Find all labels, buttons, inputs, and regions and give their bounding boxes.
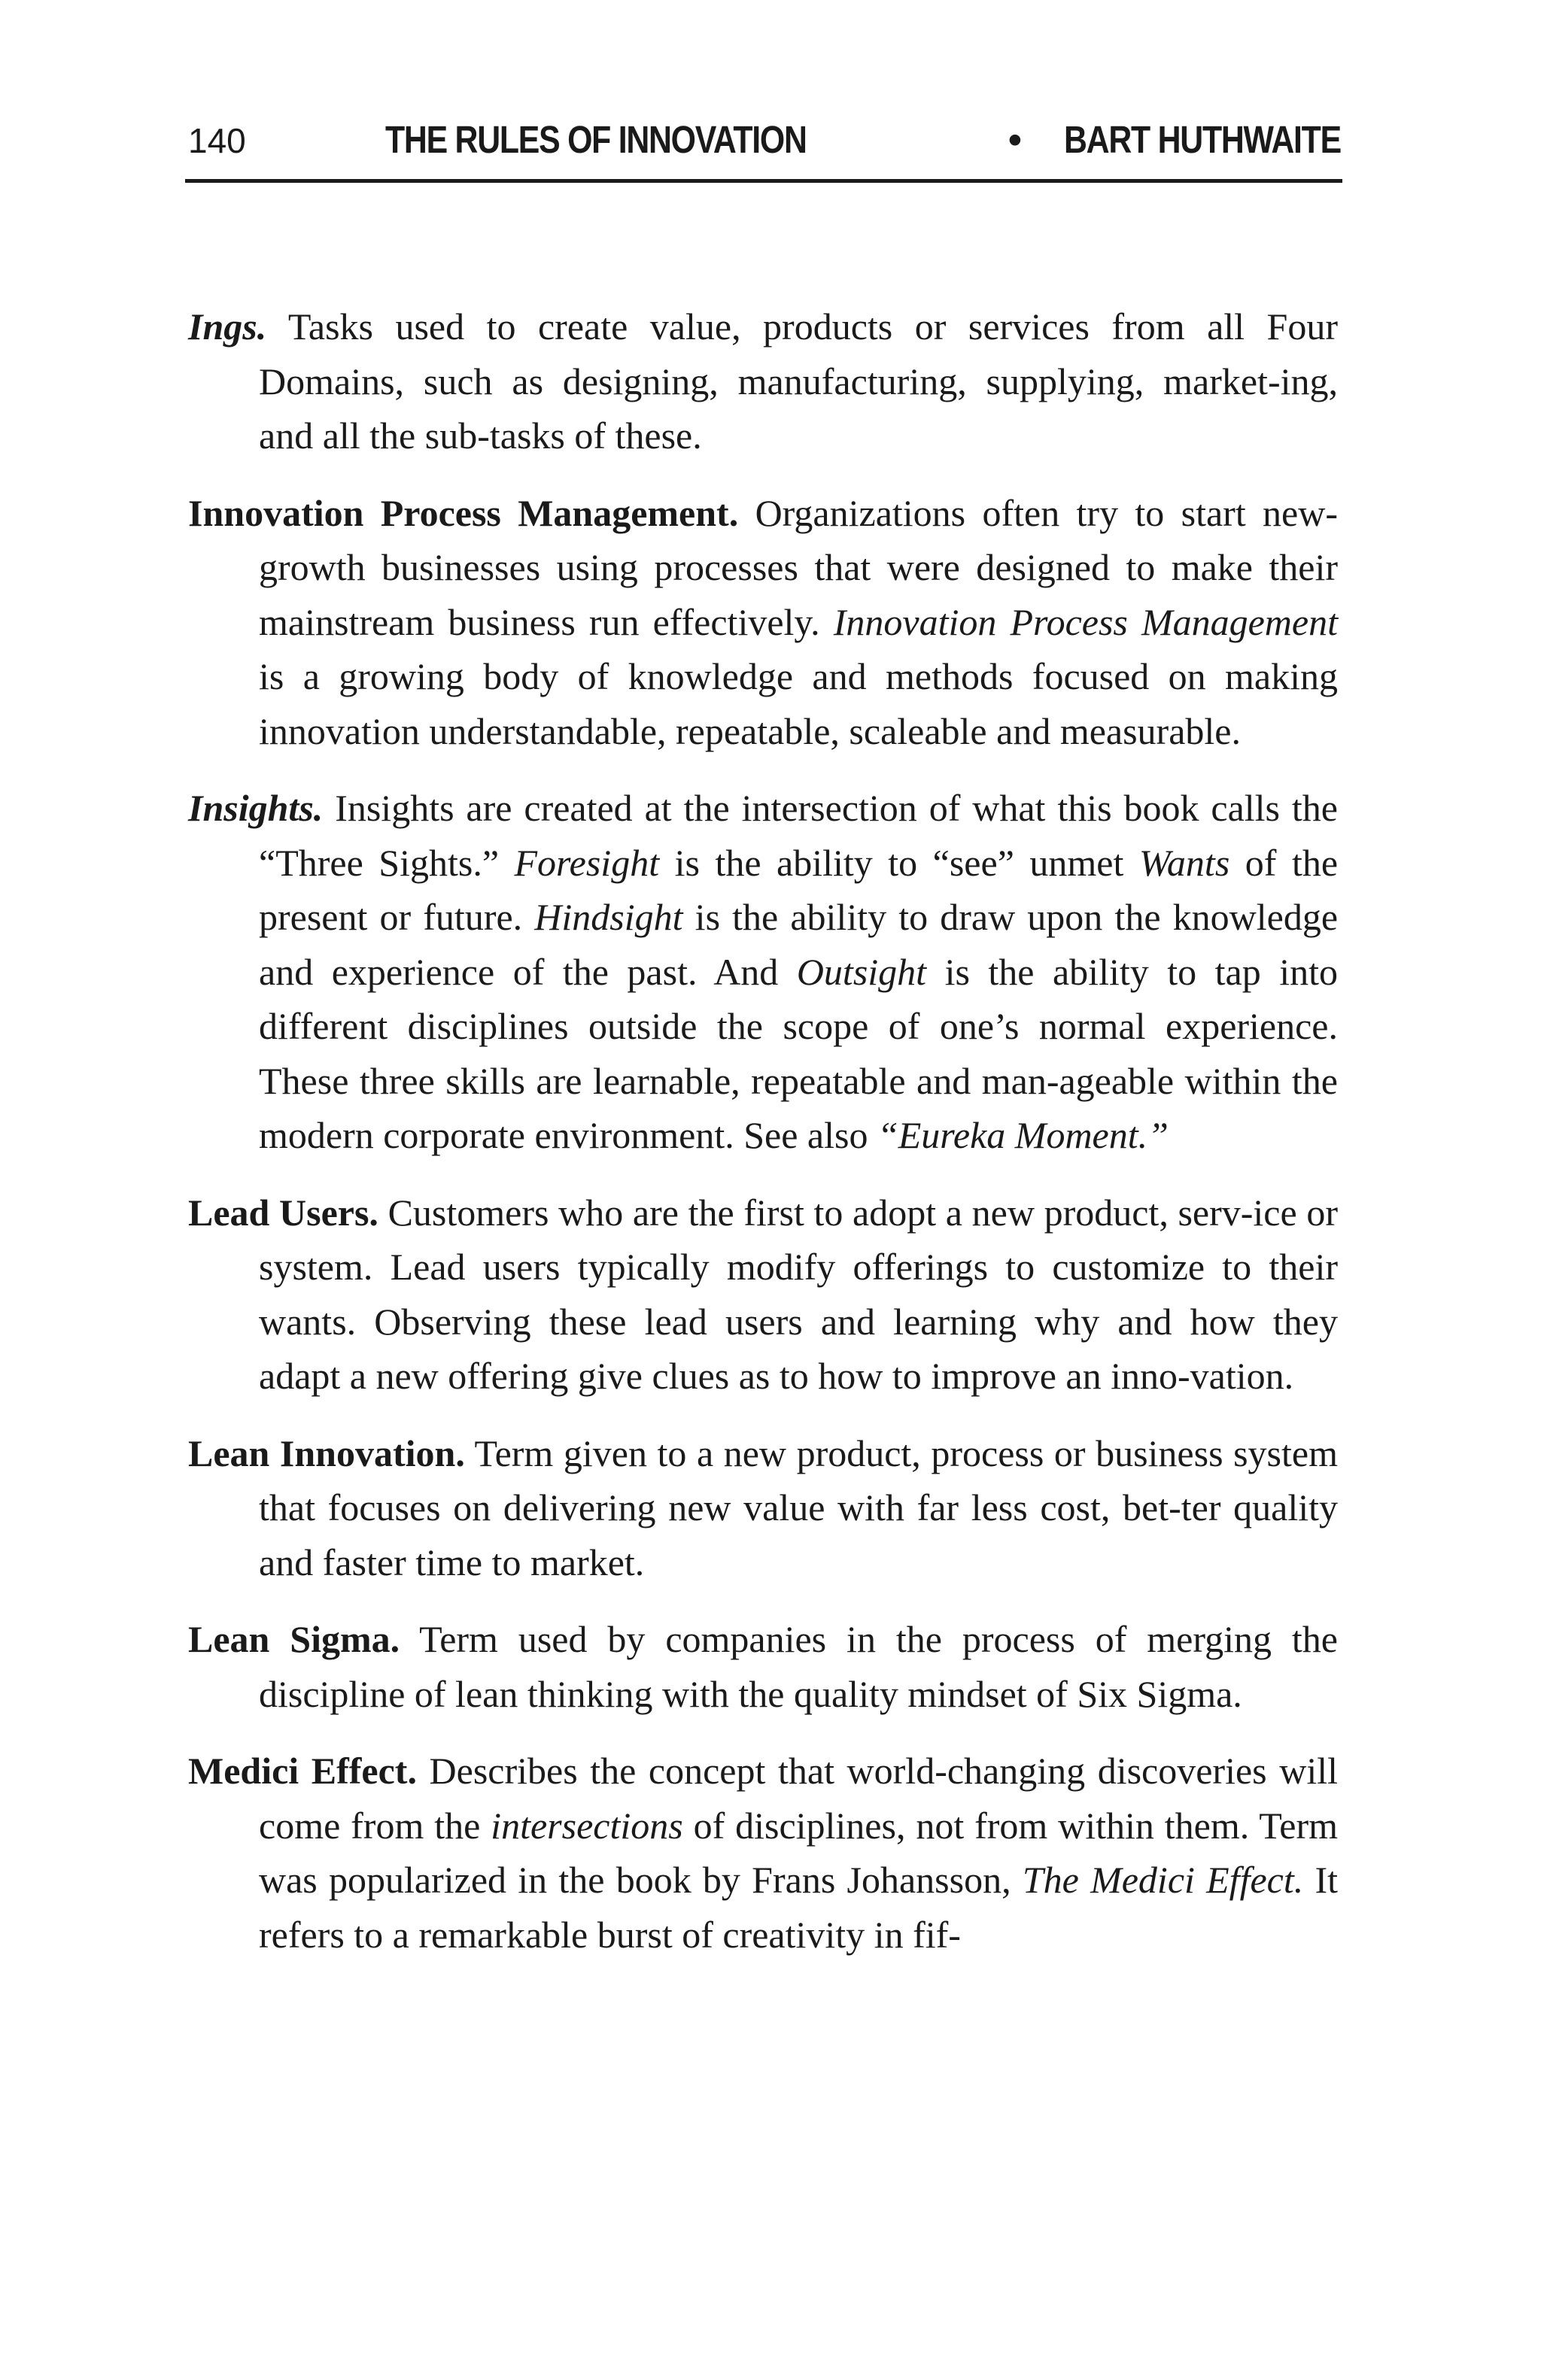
- italic-reference: The Medici Effect.: [1022, 1859, 1304, 1901]
- entry-term: Lead Users.: [188, 1191, 378, 1234]
- entry-definition: Term used by companies in the process of merging the discipline of lean thinking with the quality mindset of Six Sigma.: [259, 1618, 1338, 1715]
- author-name: BART HUTHWAITE: [1064, 118, 1341, 161]
- entry-definition: Organizations often try to start new-growth businesses using processes that were designed to make their mainstream business run effectively.: [259, 491, 1338, 643]
- italic-term: Wants: [1138, 841, 1230, 884]
- header-separator: •: [1008, 118, 1021, 161]
- entry-definition: Describes the concept that world-changing discoveries will come from the: [259, 1750, 1338, 1847]
- entry-definition: is a growing body of knowledge and methods focused on making innovation understandable, repeatable, scaleable and measurable.: [259, 655, 1338, 752]
- entry-definition: Customers who are the first to adopt a new product, serv-ice or system. Lead users typically modify offerings to customize to their wants. Observing these lead users and learning why and how they adapt a new offering give clues as to how to improve an inno-vation.: [259, 1191, 1338, 1397]
- italic-term: Hindsight: [534, 896, 683, 938]
- italic-reference: Innovation Process Management: [833, 600, 1338, 643]
- glossary-entry-lead-users: [188, 1185, 1338, 1404]
- entry-term: Lean Sigma.: [188, 1618, 400, 1660]
- book-title: THE RULES OF INNOVATION: [385, 118, 807, 161]
- italic-term: Foresight: [514, 841, 660, 884]
- entry-definition: Tasks used to create value, products or services from all Four Domains, such as designing, manufacturing, supplying, market-ing, and all the sub-tasks of these.: [259, 305, 1338, 457]
- entry-definition: is the ability to draw upon the knowledge and experience of the past. And: [259, 896, 1339, 993]
- glossary-entries: [188, 299, 1338, 1984]
- glossary-entry-medici-effect: [188, 1744, 1338, 1962]
- italic-term: intersections: [491, 1804, 683, 1847]
- italic-term: Outsight: [796, 950, 927, 993]
- entry-definition: of disciplines, not from within them. Term was popularized in the book by Frans Johansson,: [259, 1804, 1339, 1901]
- entry-definition: Insights are created at the intersection of what this book calls the “Three Sights.”: [259, 787, 1338, 884]
- entry-term: Ings.: [188, 305, 267, 348]
- glossary-entry-ings: [188, 299, 1338, 463]
- glossary-entry-insights: [188, 781, 1338, 1163]
- glossary-entry-lean-innovation: [188, 1426, 1338, 1590]
- glossary-entry-lean-sigma: [188, 1612, 1338, 1721]
- entry-term: Lean Innovation.: [188, 1431, 465, 1474]
- entry-definition: is the ability to tap into different disciplines outside the scope of one’s normal experience. These three skills are learnable, repeatable and man-ageable within the modern corporate environment. See also: [259, 950, 1339, 1156]
- page-number: 140: [188, 121, 246, 160]
- entry-term: Insights.: [188, 787, 324, 829]
- entry-definition: is the ability to “see” unmet: [674, 841, 1124, 884]
- italic-reference: “Eureka Moment.”: [877, 1114, 1169, 1156]
- entry-definition: Term given to a new product, process or business system that focuses on delivering new value with far less cost, bet-ter quality and faster time to market.: [259, 1431, 1338, 1583]
- running-head: [185, 111, 1342, 183]
- entry-term: Innovation Process Management.: [188, 491, 739, 534]
- entry-term: Medici Effect.: [188, 1750, 417, 1792]
- glossary-entry-innovation-process-management: [188, 486, 1338, 759]
- entry-definition: of the present or future.: [259, 841, 1339, 938]
- entry-definition: It refers to a remarkable burst of creativity in fif-: [259, 1859, 1339, 1956]
